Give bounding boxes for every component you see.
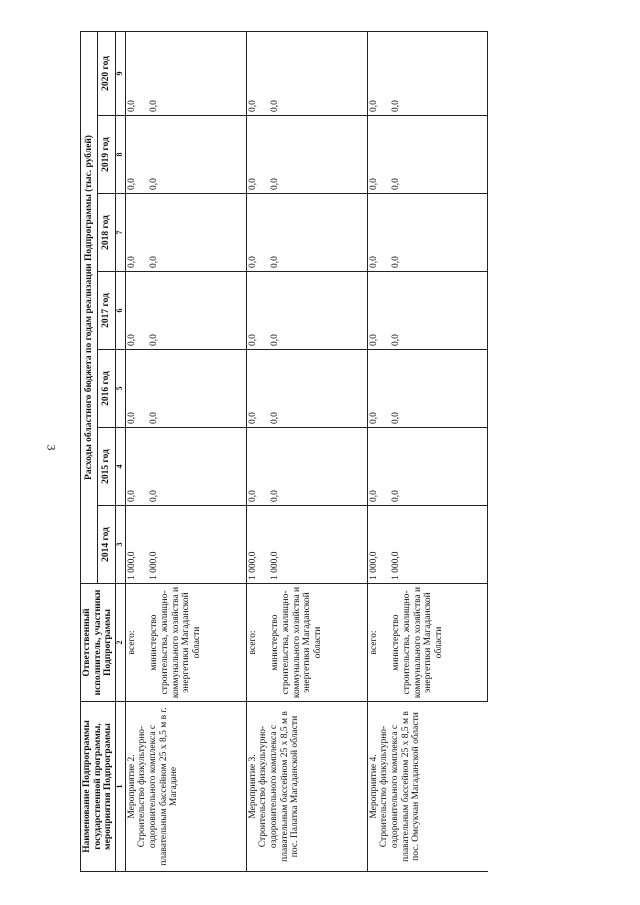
column-number: 1 [115, 702, 125, 872]
executor-ministry: министерство строительства, жилищно-коммунального хозяйства и энергетики Магаданской области [148, 584, 246, 702]
value-cell: 0,0 [269, 31, 367, 115]
column-number: 9 [115, 31, 125, 115]
value-cell: 0,0 [246, 31, 269, 115]
value-cell: 0,0 [125, 194, 148, 272]
activity-name-cell [125, 702, 246, 872]
value-cell: 0,0 [367, 194, 390, 272]
value-cell: 0,0 [390, 31, 488, 115]
executor-ministry: министерство строительства, жилищно-коммунального хозяйства и энергетики Магаданской области [269, 584, 367, 702]
value-cell: 0,0 [148, 194, 246, 272]
value-cell: 1 000,0 [269, 506, 367, 584]
activity-title: Мероприятие 3. [247, 754, 258, 819]
value-cell: 0,0 [125, 350, 148, 428]
executor-ministry: министерство строительства, жилищно-коммунального хозяйства и энергетики Магаданской области [390, 584, 488, 702]
header-year: 2015 год [98, 428, 115, 506]
value-cell: 0,0 [390, 272, 488, 350]
value-cell: 0,0 [148, 428, 246, 506]
header-executor: Ответственный исполнитель, участники Подпрограммы [81, 584, 116, 702]
value-cell: 0,0 [246, 272, 269, 350]
value-cell: 0,0 [390, 194, 488, 272]
value-cell: 0,0 [367, 31, 390, 115]
header-year: 2019 год [98, 116, 115, 194]
column-number: 7 [115, 194, 125, 272]
activity-title: Мероприятие 2. [126, 754, 137, 819]
value-cell: 0,0 [367, 272, 390, 350]
header-year: 2017 год [98, 272, 115, 350]
page-number: 3 [44, 444, 59, 451]
value-cell: 0,0 [390, 350, 488, 428]
header-year: 2014 год [98, 506, 115, 584]
column-number: 3 [115, 506, 125, 584]
value-cell: 0,0 [367, 116, 390, 194]
value-cell: 0,0 [246, 116, 269, 194]
executor-total: всего: [246, 584, 269, 702]
activity-description: Строительство физкультурно-оздоровительного комплекса с плавательным бассейном 25 х 8,5 м в пос. Омсукчан Магаданской области [379, 711, 422, 862]
value-cell: 0,0 [125, 116, 148, 194]
value-cell: 0,0 [269, 350, 367, 428]
column-number: 6 [115, 272, 125, 350]
column-number: 4 [115, 428, 125, 506]
value-cell: 0,0 [246, 428, 269, 506]
column-number: 5 [115, 350, 125, 428]
header-expenses: Расходы областного бюджета по годам реализации Подпрограммы (тыс. рублей) [81, 31, 98, 583]
value-cell: 0,0 [269, 116, 367, 194]
value-cell: 0,0 [246, 194, 269, 272]
header-year: 2018 год [98, 194, 115, 272]
column-number: 8 [115, 116, 125, 194]
value-cell: 0,0 [125, 428, 148, 506]
value-cell: 0,0 [148, 272, 246, 350]
rotated-table-sheet [80, 32, 605, 872]
value-cell: 0,0 [269, 428, 367, 506]
activity-2 [125, 31, 246, 871]
value-cell: 0,0 [246, 350, 269, 428]
value-cell: 0,0 [125, 31, 148, 115]
activity-4 [367, 31, 488, 871]
column-number: 2 [115, 584, 125, 702]
header-year: 2020 год [98, 31, 115, 115]
budget-table [80, 31, 488, 872]
executor-total: всего: [125, 584, 148, 702]
value-cell: 0,0 [148, 31, 246, 115]
activity-description: Строительство физкультурно-оздоровительного комплекса с плавательным бассейном 25 х 8,5 м в г. Магадане [137, 707, 180, 866]
value-cell: 0,0 [269, 272, 367, 350]
value-cell: 0,0 [390, 116, 488, 194]
value-cell: 1 000,0 [246, 506, 269, 584]
value-cell: 1 000,0 [125, 506, 148, 584]
executor-total: всего: [367, 584, 390, 702]
activity-name-cell [246, 702, 367, 872]
activity-description: Строительство физкультурно-оздоровительного комплекса с плавательным бассейном 25 х 8,5 м в пос. Палатка Магаданской области [258, 711, 301, 862]
value-cell: 0,0 [390, 428, 488, 506]
value-cell: 1 000,0 [367, 506, 390, 584]
value-cell: 0,0 [148, 116, 246, 194]
value-cell: 0,0 [125, 272, 148, 350]
value-cell: 0,0 [367, 350, 390, 428]
value-cell: 1 000,0 [390, 506, 488, 584]
value-cell: 0,0 [269, 194, 367, 272]
activity-name-cell [367, 702, 488, 872]
header-name: Наименование Подпрограммы государственной программы, мероприятия Подпрограммы [81, 702, 116, 872]
value-cell: 0,0 [148, 350, 246, 428]
header-year: 2016 год [98, 350, 115, 428]
value-cell: 1 000,0 [148, 506, 246, 584]
activity-title: Мероприятие 4. [368, 754, 379, 819]
value-cell: 0,0 [367, 428, 390, 506]
activity-3 [246, 31, 367, 871]
